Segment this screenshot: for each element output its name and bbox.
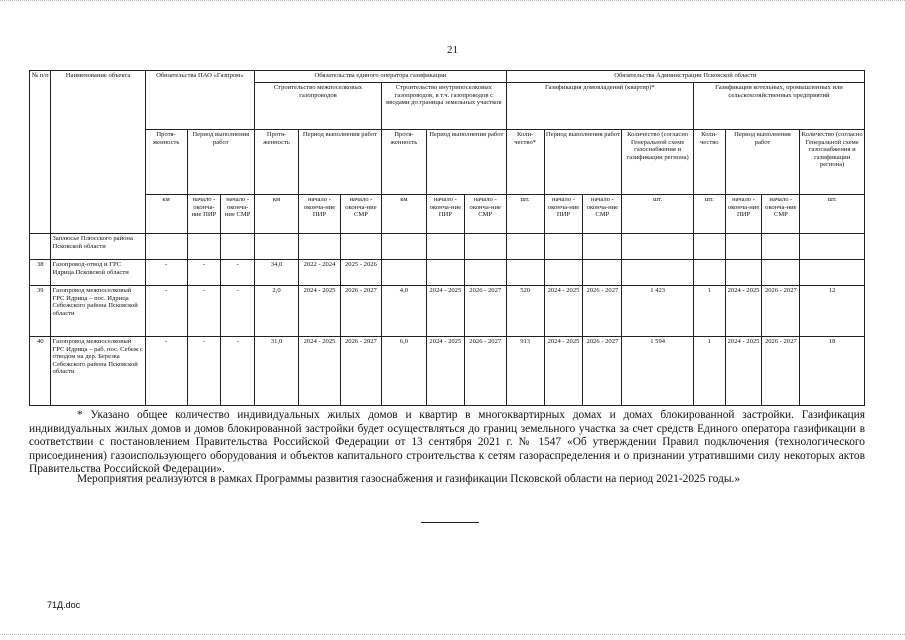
cell-name: Газопровод межпоселковый ГРС Идрица – раб. пос. Себеж с отводом на дер. Березка Себежского района Псковской области bbox=[51, 337, 145, 406]
cell bbox=[800, 234, 865, 260]
cell-gazprom-pir: - bbox=[187, 260, 221, 286]
col-name-header: Наименование объекта bbox=[51, 71, 145, 234]
cell-inter-smr: 2025 - 2026 bbox=[340, 260, 381, 286]
cell-inter-smr: 2026 - 2027 bbox=[340, 286, 381, 337]
cell-gazprom-smr: - bbox=[221, 337, 255, 406]
cell-intra-smr bbox=[464, 260, 506, 286]
page-top-edge bbox=[0, 0, 905, 4]
cell-intra-length: 4,0 bbox=[381, 286, 426, 337]
gazprom-header: Обязательства ПАО «Газпром» bbox=[145, 71, 254, 130]
cell-intra-smr: 2026 - 2027 bbox=[464, 286, 506, 337]
unit-km: км bbox=[381, 195, 426, 234]
cell-boilers-scheme bbox=[800, 260, 865, 286]
households-header: Газификация домовладений (квартир)* bbox=[506, 83, 693, 130]
unit-km: км bbox=[255, 195, 299, 234]
unit-pir: начало - оконча-ние ПИР bbox=[426, 195, 464, 234]
gazprom-period-header: Период выполнения работ bbox=[187, 130, 255, 195]
boilers-scheme-header: Количество (согласно Генеральной схеме газоснабжения и газификации региона) bbox=[800, 130, 865, 195]
inter-period-header: Период выполнения работ bbox=[299, 130, 382, 195]
footnote-text: * Указано общее количество индивидуальных жилых домов и квартир в многоквартирных домах и домах блокированной застройки. Газификация индивидуальных жилых домов и домов блокированной застройки будет осуществляться до границ земельного участка за счет средств Единого оператора газификации в соответствии с постановлением Правительства Российской Федерации от 13 сентября 2021 г. № 1547 «Об утверждении Правил подключения (технологического присоединения) газоиспользующего оборудования и объектов капитального строительства к сетям газораспределения и о признании утратившими силу некоторых актов Правительства Российской Федерации». bbox=[29, 409, 865, 476]
cell-gazprom-length: - bbox=[145, 337, 187, 406]
cell bbox=[693, 234, 725, 260]
cell-boilers-smr: 2026 - 2027 bbox=[762, 337, 800, 406]
boilers-header: Газификация котельных, промышленных или сельскохозяйственных предприятий bbox=[693, 83, 864, 130]
cell-boilers-qty bbox=[693, 260, 725, 286]
cell bbox=[583, 234, 622, 260]
cell bbox=[506, 234, 544, 260]
cell-num: 39 bbox=[30, 286, 51, 337]
unit-pir: начало - оконча-ние ПИР bbox=[299, 195, 341, 234]
gazprom-length-header: Протя-женность bbox=[145, 130, 187, 195]
cell-inter-length: 2,0 bbox=[255, 286, 299, 337]
cell bbox=[255, 234, 299, 260]
intra-length-header: Протя-женность bbox=[381, 130, 426, 195]
cell-households-scheme bbox=[622, 260, 694, 286]
operator-header: Обязательства единого оператора газификации bbox=[255, 71, 507, 83]
divider-line bbox=[421, 522, 479, 523]
cell-intra-pir: 2024 - 2025 bbox=[426, 337, 464, 406]
cell-boilers-pir: 2024 - 2025 bbox=[725, 337, 762, 406]
cell-num: 38 bbox=[30, 260, 51, 286]
cell-gazprom-smr: - bbox=[221, 260, 255, 286]
cell-boilers-qty: 1 bbox=[693, 286, 725, 337]
cell-intra-length bbox=[381, 260, 426, 286]
unit-pcs: шт. bbox=[800, 195, 865, 234]
cell-inter-pir: 2024 - 2025 bbox=[299, 337, 341, 406]
unit-pcs: шт. bbox=[622, 195, 694, 234]
intravillage-header: Строительство внутрипоселковых газопроводов, в т.ч. газопроводов с вводами до границы земельных участков bbox=[381, 83, 506, 130]
admin-header: Обязательства Администрации Псковской области bbox=[506, 71, 864, 83]
table-row bbox=[30, 286, 865, 337]
cell-boilers-qty: 1 bbox=[693, 337, 725, 406]
cell-intra-pir: 2024 - 2025 bbox=[426, 286, 464, 337]
households-scheme-header: Количество (согласно Генеральной схеме газоснабжения и газификации региона) bbox=[622, 130, 694, 195]
cell bbox=[299, 234, 341, 260]
cell-boilers-smr: 2026 - 2027 bbox=[762, 286, 800, 337]
cell-num: 40 bbox=[30, 337, 51, 406]
cell bbox=[426, 234, 464, 260]
cell-name: Газопровод-отвод и ГРС Идрица Псковской области bbox=[51, 260, 145, 286]
cell-boilers-scheme: 12 bbox=[800, 286, 865, 337]
closing-text: Мероприятия реализуются в рамках Программы развития газоснабжения и газификации Псковской области на период 2021-2025 годы.» bbox=[77, 473, 741, 485]
unit-pir: начало - оконча-ние ПИР bbox=[725, 195, 762, 234]
cell bbox=[725, 234, 762, 260]
cell-gazprom-smr: - bbox=[221, 286, 255, 337]
cell bbox=[622, 234, 694, 260]
cell-households-scheme: 1 594 bbox=[622, 337, 694, 406]
cell-households-pir: 2024 - 2025 bbox=[544, 337, 583, 406]
cell-inter-length: 34,0 bbox=[255, 260, 299, 286]
table-row-continuation bbox=[30, 234, 865, 260]
cell-inter-smr: 2026 - 2027 bbox=[340, 337, 381, 406]
file-name: 71Д.doc bbox=[47, 600, 81, 610]
cell-inter-pir: 2024 - 2025 bbox=[299, 286, 341, 337]
cell bbox=[145, 234, 187, 260]
unit-smr: начало - оконча-ние СМР bbox=[340, 195, 381, 234]
cell-households-pir: 2024 - 2025 bbox=[544, 286, 583, 337]
cell-boilers-pir bbox=[725, 260, 762, 286]
unit-smr: начало - оконча-ние СМР bbox=[583, 195, 622, 234]
cell bbox=[221, 234, 255, 260]
cell bbox=[187, 234, 221, 260]
page-bottom-edge bbox=[0, 634, 905, 637]
unit-smr: начало - оконча-ние СМР bbox=[762, 195, 800, 234]
cell bbox=[381, 234, 426, 260]
boilers-qty-header: Коли-чество bbox=[693, 130, 725, 195]
cell-households-qty bbox=[506, 260, 544, 286]
unit-pcs: шт. bbox=[506, 195, 544, 234]
unit-pir: начало - оконча-ние ПИР bbox=[187, 195, 221, 234]
cell bbox=[762, 234, 800, 260]
cell-gazprom-length: - bbox=[145, 260, 187, 286]
cell-boilers-pir: 2024 - 2025 bbox=[725, 286, 762, 337]
cell-gazprom-pir: - bbox=[187, 286, 221, 337]
cell-gazprom-pir: - bbox=[187, 337, 221, 406]
unit-km: км bbox=[145, 195, 187, 234]
inter-length-header: Протя-женность bbox=[255, 130, 299, 195]
page-number: 21 bbox=[447, 44, 458, 56]
households-qty-header: Коли-чество* bbox=[506, 130, 544, 195]
cell-households-pir bbox=[544, 260, 583, 286]
cell-households-qty: 913 bbox=[506, 337, 544, 406]
cell-intra-pir bbox=[426, 260, 464, 286]
unit-smr: начало - оконча-ние СМР bbox=[464, 195, 506, 234]
col-num-header: № п/п bbox=[30, 71, 51, 234]
cell bbox=[340, 234, 381, 260]
cell-households-smr: 2026 - 2027 bbox=[583, 337, 622, 406]
intra-period-header: Период выполнения работ bbox=[426, 130, 506, 195]
cell bbox=[544, 234, 583, 260]
cell-name: Газопровод межпоселковый ГРС Идрица – пос. Идрица Себежского района Псковской области bbox=[51, 286, 145, 337]
cell-households-qty: 520 bbox=[506, 286, 544, 337]
cell-intra-length: 6,0 bbox=[381, 337, 426, 406]
intervillage-header: Строительство межпоселковых газопроводов bbox=[255, 83, 382, 130]
cell-households-scheme: 1 423 bbox=[622, 286, 694, 337]
cell-intra-smr: 2026 - 2027 bbox=[464, 337, 506, 406]
households-period-header: Период выполнения работ bbox=[544, 130, 622, 195]
cell-name: Заплюсье Плюсского района Псковской области bbox=[51, 234, 145, 260]
cell-boilers-scheme: 18 bbox=[800, 337, 865, 406]
gasification-table bbox=[29, 70, 865, 406]
footnote bbox=[29, 409, 865, 477]
unit-smr: начало - оконча-ние СМР bbox=[221, 195, 255, 234]
cell-households-smr bbox=[583, 260, 622, 286]
boilers-period-header: Период выполнения работ bbox=[725, 130, 800, 195]
cell-inter-pir: 2022 - 2024 bbox=[299, 260, 341, 286]
cell-gazprom-length: - bbox=[145, 286, 187, 337]
cell bbox=[464, 234, 506, 260]
cell-boilers-smr bbox=[762, 260, 800, 286]
table-row bbox=[30, 337, 865, 406]
unit-pir: начало - оконча-ние ПИР bbox=[544, 195, 583, 234]
cell-num bbox=[30, 234, 51, 260]
cell-inter-length: 31,0 bbox=[255, 337, 299, 406]
unit-pcs: шт. bbox=[693, 195, 725, 234]
cell-households-smr: 2026 - 2027 bbox=[583, 286, 622, 337]
table-row bbox=[30, 260, 865, 286]
